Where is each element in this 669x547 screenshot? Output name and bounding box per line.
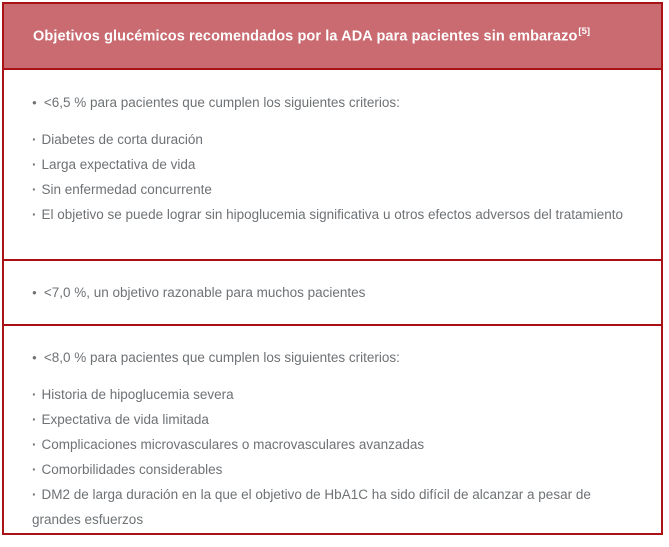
list-item [32, 407, 629, 432]
table-header-bar [4, 4, 661, 70]
dot-bullet-icon: · [32, 157, 37, 172]
bullet-icon: ● [32, 353, 37, 362]
section-heading-text: <6,5 % para pacientes que cumplen los siguientes criterios: [43, 95, 400, 110]
list-item [32, 177, 629, 202]
ada-glycemic-targets-table [2, 2, 663, 535]
section-heading-text: <7,0 %, un objetivo razonable para muchos pacientes [43, 285, 366, 300]
list-item [32, 432, 629, 457]
dot-bullet-icon: · [32, 387, 37, 402]
bullet-icon: ● [32, 288, 37, 297]
table-body [4, 70, 661, 533]
list-item-text: Complicaciones microvasculares o macrovasculares avanzadas [41, 437, 425, 452]
list-item [32, 457, 629, 482]
bullet-icon: ● [32, 98, 37, 107]
dot-bullet-icon: · [32, 462, 37, 477]
list-item-text: Expectativa de vida limitada [41, 412, 209, 427]
list-item-text: Larga expectativa de vida [41, 157, 196, 172]
section-heading [32, 280, 365, 305]
section-target-6-5 [4, 70, 661, 259]
list-item-text: El objetivo se puede lograr sin hipoglucemia significativa u otros efectos adversos del tratamiento [41, 207, 624, 222]
table-title: Objetivos glucémicos recomendados por la ADA para pacientes sin embarazo [33, 28, 578, 45]
list-item-text: Comorbilidades considerables [41, 462, 223, 477]
list-item [32, 382, 629, 407]
dot-bullet-icon: · [32, 437, 37, 452]
list-item-text: Historia de hipoglucemia severa [41, 387, 234, 402]
section-heading [32, 345, 629, 370]
dot-bullet-icon: · [32, 132, 37, 147]
list-item-text: Sin enfermedad concurrente [41, 182, 212, 197]
list-item [32, 152, 629, 177]
list-item [32, 202, 629, 227]
list-item [32, 482, 629, 532]
dot-bullet-icon: · [32, 182, 37, 197]
list-item-text: Diabetes de corta duración [41, 132, 203, 147]
dot-bullet-icon: · [32, 412, 37, 427]
dot-bullet-icon: · [32, 207, 37, 222]
list-item [32, 127, 629, 152]
list-item-text: DM2 de larga duración en la que el objetivo de HbA1C ha sido difícil de alcanzar a pesar de grandes esfuerzos [32, 487, 591, 527]
citation-reference[interactable]: [5] [578, 25, 591, 37]
dot-bullet-icon: · [32, 487, 37, 502]
section-heading [32, 90, 629, 115]
table-title-wrap [33, 27, 590, 45]
section-target-8-0 [4, 324, 661, 533]
section-heading-text: <8,0 % para pacientes que cumplen los siguientes criterios: [43, 350, 400, 365]
section-target-7-0 [4, 259, 661, 324]
